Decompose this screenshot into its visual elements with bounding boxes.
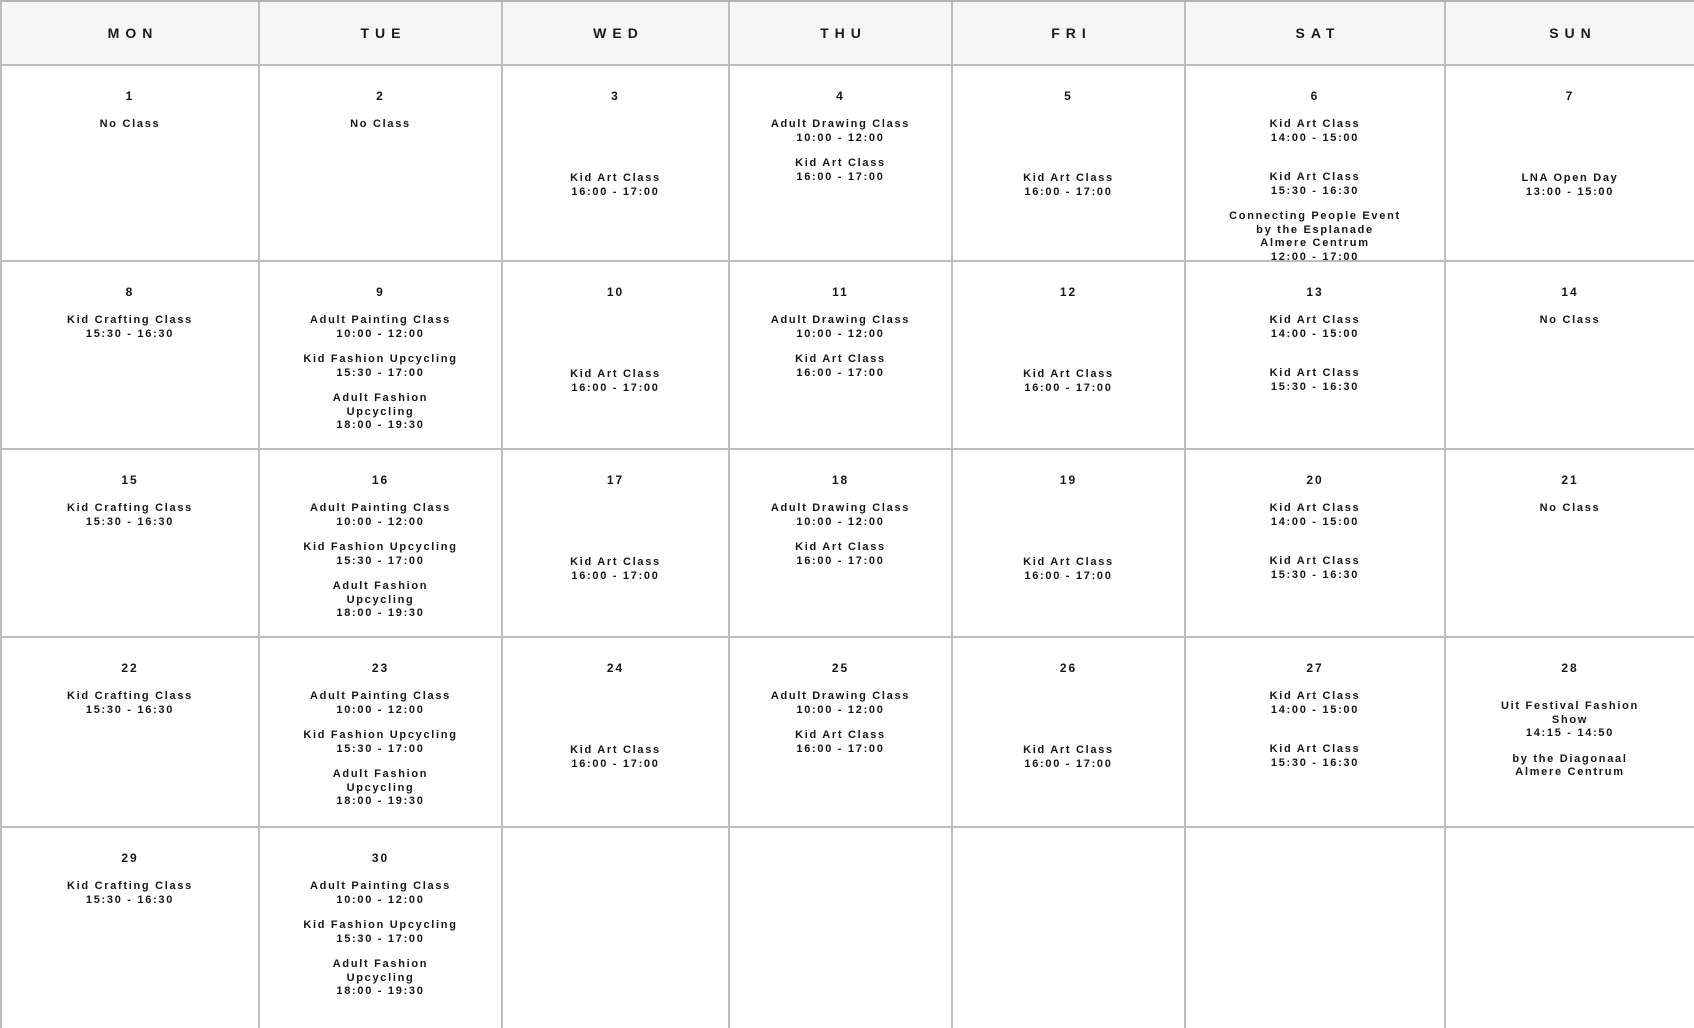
- day-number: 22: [121, 661, 139, 675]
- event: [503, 556, 728, 583]
- event: [260, 690, 501, 717]
- event-line: Kid Art Class: [1269, 367, 1361, 379]
- event-line: Upcycling: [346, 971, 415, 984]
- event-line: 15:30 - 16:30: [85, 515, 175, 528]
- event-line: Kid Art Class: [1023, 744, 1114, 756]
- event-line: Kid Art Class: [795, 353, 886, 365]
- day-number: 25: [831, 661, 850, 675]
- day-header-sun: SUN: [1446, 2, 1694, 64]
- day-header-thu: THU: [730, 2, 951, 64]
- event: [730, 353, 951, 380]
- event-line: Kid Art Class: [570, 172, 661, 184]
- event: [2, 502, 258, 529]
- day-cell-11: [730, 262, 951, 448]
- day-cell-14: [1446, 262, 1694, 448]
- day-number: 9: [376, 285, 385, 299]
- event-line: 15:30 - 16:30: [1270, 568, 1360, 581]
- event-line: Connecting People Event: [1229, 210, 1401, 222]
- event-line: Show: [1551, 713, 1589, 726]
- day-number: 13: [1306, 285, 1324, 299]
- event-line: 14:15 - 14:50: [1525, 727, 1615, 739]
- event-line: 16:00 - 17:00: [1024, 185, 1113, 198]
- event-line: Kid Crafting Class: [67, 690, 193, 702]
- day-cell-22: [2, 638, 258, 826]
- event-line: 15:30 - 16:30: [1270, 380, 1360, 393]
- event: [953, 744, 1184, 771]
- event-line: 14:00 - 15:00: [1270, 327, 1360, 340]
- event-line: 15:30 - 17:00: [336, 366, 425, 379]
- event-line: Adult Drawing Class: [770, 314, 911, 326]
- event: [1186, 555, 1444, 582]
- empty-day-cell: [1186, 828, 1444, 1028]
- event: [2, 880, 258, 907]
- event-line: Adult Fashion: [332, 768, 429, 780]
- event: [730, 118, 951, 145]
- event: [503, 744, 728, 771]
- event: [953, 368, 1184, 395]
- event-line: 16:00 - 17:00: [1024, 569, 1113, 582]
- event-line: 10:00 - 12:00: [796, 131, 885, 144]
- event-line: Kid Art Class: [570, 556, 661, 568]
- event-line: 16:00 - 17:00: [796, 554, 885, 567]
- event-line: by the Diagonaal: [1512, 752, 1628, 765]
- event-line: Kid Fashion Upcycling: [303, 353, 458, 365]
- event-line: 16:00 - 17:00: [571, 569, 660, 582]
- day-cell-27: [1186, 638, 1444, 826]
- day-cell-3: [503, 66, 728, 260]
- event-line: 16:00 - 17:00: [1024, 381, 1113, 394]
- day-number: 27: [1306, 661, 1324, 675]
- empty-day-cell: [953, 828, 1184, 1028]
- event: [260, 541, 501, 568]
- day-cell-9: [260, 262, 501, 448]
- event: [260, 768, 501, 809]
- event-line: No Class: [350, 118, 411, 130]
- event: [260, 958, 501, 999]
- day-cell-19: [953, 450, 1184, 636]
- day-header-sat: SAT: [1186, 2, 1444, 64]
- event: [260, 353, 501, 380]
- day-number: 26: [1059, 661, 1078, 675]
- event-line: Kid Art Class: [1023, 172, 1114, 184]
- day-number: 16: [371, 473, 390, 487]
- event-line: 14:00 - 15:00: [1270, 515, 1360, 528]
- day-number: 10: [606, 285, 625, 299]
- event-line: 15:30 - 17:00: [336, 742, 425, 755]
- event-line: Kid Art Class: [1269, 502, 1361, 514]
- event: [1446, 700, 1694, 741]
- day-cell-15: [2, 450, 258, 636]
- event-line: 15:30 - 17:00: [336, 554, 425, 567]
- event-line: Kid Crafting Class: [67, 502, 193, 514]
- event: [1186, 502, 1444, 529]
- event-line: Kid Art Class: [795, 157, 886, 169]
- event-line: 18:00 - 19:30: [336, 795, 425, 807]
- event-line: Upcycling: [346, 593, 415, 606]
- day-number: 8: [125, 285, 135, 299]
- event: [730, 690, 951, 717]
- event: [2, 314, 258, 341]
- event-line: 15:30 - 16:30: [1270, 756, 1360, 769]
- day-number: 4: [836, 89, 845, 103]
- event: [2, 118, 258, 132]
- event-line: Kid Art Class: [570, 744, 661, 756]
- day-cell-28: [1446, 638, 1694, 826]
- event-line: Adult Fashion: [332, 958, 429, 970]
- event: [953, 172, 1184, 199]
- event: [260, 729, 501, 756]
- event: [730, 314, 951, 341]
- event-line: Kid Crafting Class: [67, 314, 193, 326]
- day-number: 1: [125, 89, 135, 103]
- event: [260, 392, 501, 433]
- day-number: 21: [1561, 473, 1579, 487]
- event-line: 13:00 - 15:00: [1525, 185, 1615, 198]
- event-line: Kid Art Class: [1269, 555, 1361, 567]
- event-line: 16:00 - 17:00: [796, 742, 885, 755]
- day-number: 18: [831, 473, 850, 487]
- day-cell-6: [1186, 66, 1444, 260]
- event-line: 16:00 - 17:00: [1024, 757, 1113, 770]
- event-line: Adult Drawing Class: [770, 502, 911, 514]
- day-number: 14: [1561, 285, 1579, 299]
- event: [1446, 314, 1694, 328]
- event-line: 10:00 - 12:00: [336, 327, 425, 340]
- event-line: 10:00 - 12:00: [796, 515, 885, 528]
- event-line: 18:00 - 19:30: [336, 985, 425, 997]
- event-line: Upcycling: [346, 405, 415, 418]
- event-line: Almere Centrum: [1515, 766, 1625, 778]
- day-cell-17: [503, 450, 728, 636]
- event-line: 18:00 - 19:30: [336, 607, 425, 619]
- event-line: Kid Art Class: [570, 368, 661, 380]
- event: [1446, 172, 1694, 199]
- day-number: 6: [1310, 89, 1320, 103]
- event: [730, 541, 951, 568]
- event-line: 15:30 - 16:30: [85, 703, 175, 716]
- event: [1186, 314, 1444, 341]
- day-cell-23: [260, 638, 501, 826]
- day-cell-8: [2, 262, 258, 448]
- event-line: No Class: [1539, 314, 1601, 326]
- event-line: Kid Art Class: [795, 729, 886, 741]
- event-line: 16:00 - 17:00: [796, 366, 885, 379]
- event-line: Adult Painting Class: [310, 880, 451, 892]
- event: [730, 502, 951, 529]
- day-cell-12: [953, 262, 1184, 448]
- day-cell-20: [1186, 450, 1444, 636]
- day-cell-18: [730, 450, 951, 636]
- event-line: 10:00 - 12:00: [336, 893, 425, 906]
- day-number: 11: [832, 285, 849, 299]
- event: [260, 580, 501, 621]
- day-number: 7: [1565, 89, 1575, 103]
- day-number: 2: [376, 89, 385, 103]
- event: [1446, 502, 1694, 516]
- day-number: 12: [1059, 285, 1078, 299]
- empty-day-cell: [730, 828, 951, 1028]
- day-cell-4: [730, 66, 951, 260]
- event: [953, 556, 1184, 583]
- event: [1186, 118, 1444, 145]
- empty-day-cell: [503, 828, 728, 1028]
- event-line: 14:00 - 15:00: [1270, 131, 1360, 144]
- event-line: Uit Festival Fashion: [1501, 700, 1639, 712]
- event: [260, 919, 501, 946]
- event-line: Kid Art Class: [795, 541, 886, 553]
- day-cell-26: [953, 638, 1184, 826]
- event-line: Kid Fashion Upcycling: [303, 541, 458, 553]
- day-cell-21: [1446, 450, 1694, 636]
- day-number: 30: [371, 851, 390, 865]
- event-line: Almere Centrum: [1260, 237, 1370, 249]
- event-line: Adult Fashion: [332, 580, 429, 592]
- event-line: 15:30 - 16:30: [1270, 184, 1360, 197]
- day-cell-29: [2, 828, 258, 1028]
- day-number: 19: [1059, 473, 1078, 487]
- event: [730, 729, 951, 756]
- event-line: by the Esplanade: [1256, 223, 1374, 236]
- event: [503, 368, 728, 395]
- event: [1446, 753, 1694, 780]
- day-number: 17: [606, 473, 625, 487]
- day-cell-13: [1186, 262, 1444, 448]
- event-line: Adult Fashion: [332, 392, 429, 404]
- empty-day-cell: [1446, 828, 1694, 1028]
- event-line: Adult Painting Class: [310, 314, 451, 326]
- event: [730, 157, 951, 184]
- event-line: 18:00 - 19:30: [336, 419, 425, 431]
- event-line: Kid Fashion Upcycling: [303, 729, 458, 741]
- event: [260, 118, 501, 132]
- event-line: Kid Art Class: [1269, 743, 1361, 755]
- event-line: 15:30 - 16:30: [85, 327, 175, 340]
- event-line: Upcycling: [346, 781, 415, 794]
- day-number: 3: [611, 89, 620, 103]
- day-cell-10: [503, 262, 728, 448]
- event-line: Adult Drawing Class: [770, 118, 911, 130]
- day-cell-30: [260, 828, 501, 1028]
- day-header-tue: TUE: [260, 2, 501, 64]
- event-line: 10:00 - 12:00: [336, 703, 425, 716]
- event-line: 10:00 - 12:00: [336, 515, 425, 528]
- day-cell-16: [260, 450, 501, 636]
- event-line: No Class: [99, 118, 161, 130]
- day-number: 28: [1561, 661, 1579, 675]
- day-cell-7: [1446, 66, 1694, 260]
- event-line: 16:00 - 17:00: [796, 170, 885, 183]
- event-line: 16:00 - 17:00: [571, 381, 660, 394]
- event-line: Adult Painting Class: [310, 690, 451, 702]
- day-cell-1: [2, 66, 258, 260]
- day-header-wed: WED: [503, 2, 728, 64]
- event-line: Kid Art Class: [1269, 314, 1361, 326]
- event-line: Kid Art Class: [1269, 118, 1361, 130]
- event: [1186, 690, 1444, 717]
- event: [1186, 171, 1444, 198]
- event: [2, 690, 258, 717]
- event-line: Kid Art Class: [1269, 171, 1361, 183]
- event: [260, 502, 501, 529]
- event-line: Kid Art Class: [1023, 556, 1114, 568]
- day-number: 24: [606, 661, 625, 675]
- event-line: Kid Art Class: [1023, 368, 1114, 380]
- event: [260, 880, 501, 907]
- day-number: 15: [121, 473, 139, 487]
- event-line: LNA Open Day: [1521, 172, 1619, 184]
- event-line: 10:00 - 12:00: [796, 703, 885, 716]
- day-number: 5: [1064, 89, 1073, 103]
- event-line: Kid Fashion Upcycling: [303, 919, 458, 931]
- event-line: 16:00 - 17:00: [571, 185, 660, 198]
- event-line: 12:00 - 17:00: [1270, 250, 1360, 260]
- event-line: Adult Painting Class: [310, 502, 451, 514]
- day-number: 29: [121, 851, 139, 865]
- event-line: 10:00 - 12:00: [796, 327, 885, 340]
- day-cell-25: [730, 638, 951, 826]
- day-header-mon: MON: [2, 2, 258, 64]
- day-number: 20: [1306, 473, 1324, 487]
- event: [260, 314, 501, 341]
- day-cell-2: [260, 66, 501, 260]
- event: [1186, 367, 1444, 394]
- event-line: 16:00 - 17:00: [571, 757, 660, 770]
- day-number: 23: [371, 661, 390, 675]
- event-line: Kid Art Class: [1269, 690, 1361, 702]
- event-line: No Class: [1539, 502, 1601, 514]
- event-line: 14:00 - 15:00: [1270, 703, 1360, 716]
- event-line: 15:30 - 16:30: [85, 893, 175, 906]
- event: [503, 172, 728, 199]
- event-line: Kid Crafting Class: [67, 880, 193, 892]
- day-cell-24: [503, 638, 728, 826]
- event-line: Adult Drawing Class: [770, 690, 911, 702]
- day-header-fri: FRI: [953, 2, 1184, 64]
- event-line: 15:30 - 17:00: [336, 932, 425, 945]
- event: [1186, 210, 1444, 260]
- event: [1186, 743, 1444, 770]
- day-cell-5: [953, 66, 1184, 260]
